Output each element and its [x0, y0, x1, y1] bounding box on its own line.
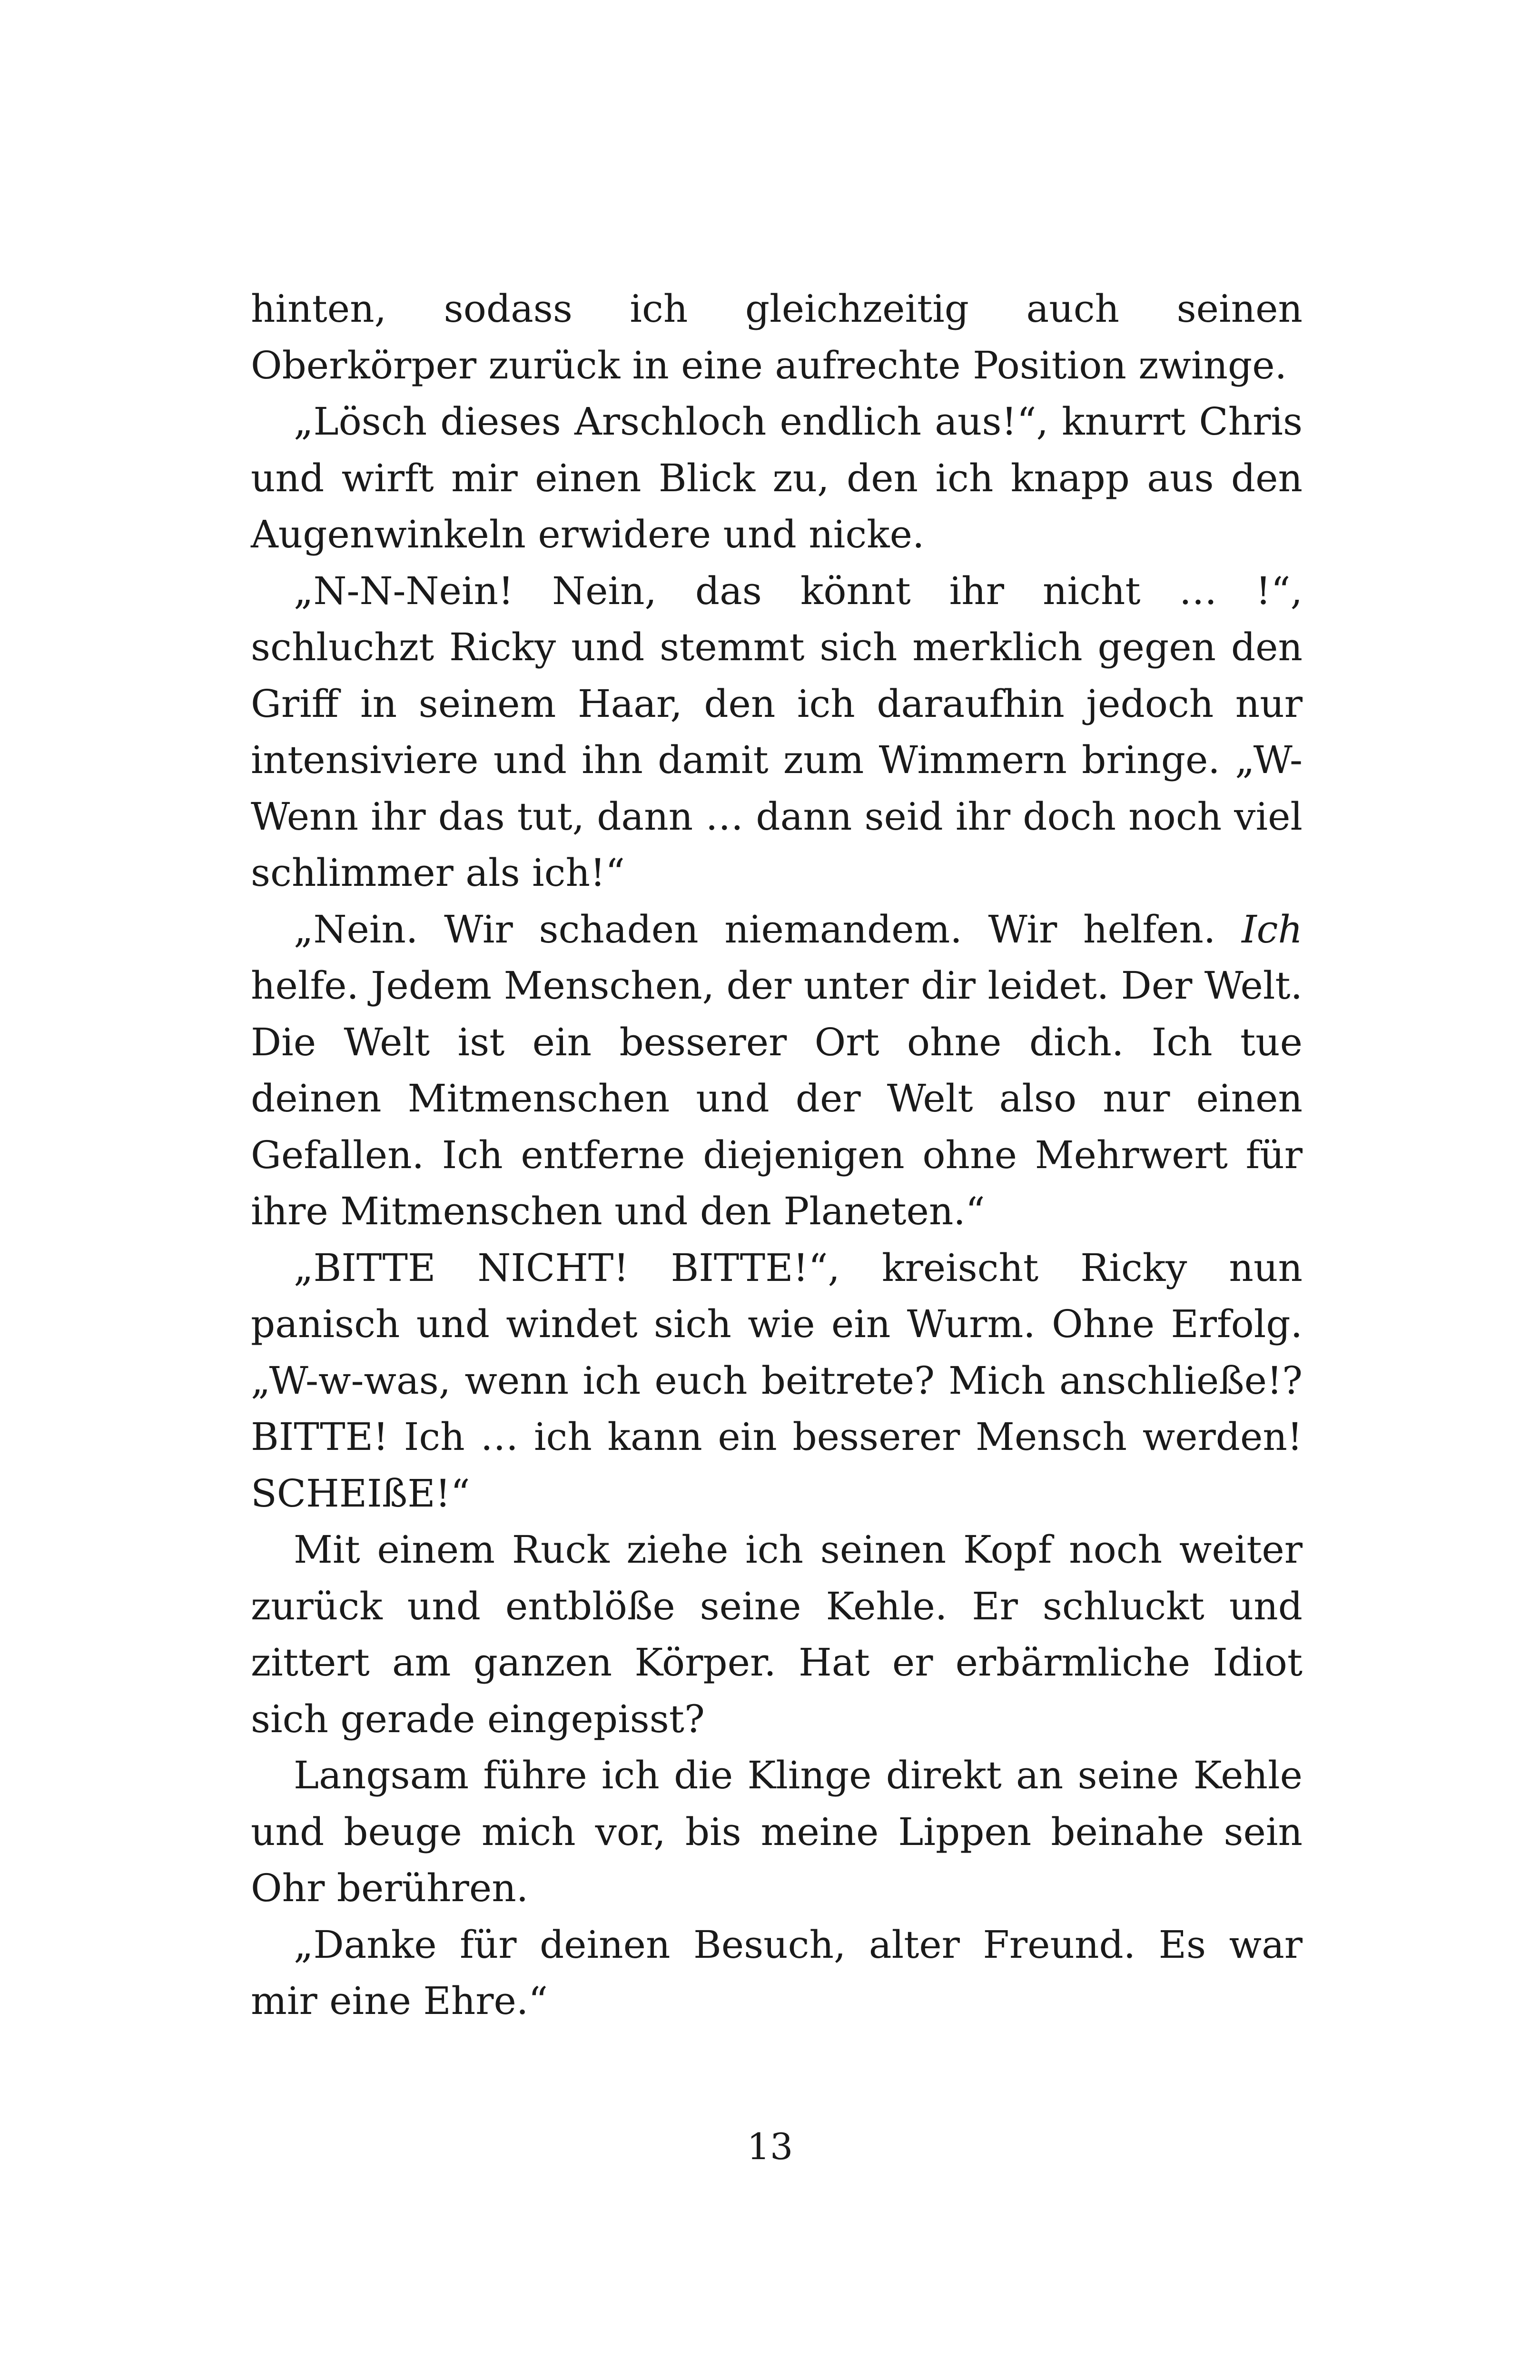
paragraph-narration-2: Langsam führe ich die Klinge direkt an seine Kehle und beuge mich vor, bis meine Lippen beinahe sein Ohr berühren. [251, 1753, 1303, 1910]
page-number: 13 [747, 2125, 793, 2168]
paragraph-narrator-reply [251, 902, 1303, 1240]
reply-text-after: helfe. Jedem Menschen, der unter dir leidet. Der Welt. Die Welt ist ein besserer Ort ohne dich. Ich tue deinen Mitmenschen und der Welt also nur einen Gefallen. Ich entferne diejenigen ohne Mehrwert für ihre Mitmenschen und den Planeten.“ [251, 963, 1303, 1233]
paragraph-narration-1: Mit einem Ruck ziehe ich seinen Kopf noch weiter zurück und entblöße seine Kehle. Er schluckt und zittert am ganzen Körper. Hat er erbärmliche Idiot sich gerade eingepisst? [251, 1527, 1303, 1741]
reply-text-before: „Nein. Wir schaden niemandem. Wir helfen. [294, 907, 1242, 952]
body-text [251, 281, 1303, 2030]
paragraph-ricky-plea: „N-N-Nein! Nein, das könnt ihr nicht … !“, schluchzt Ricky und stemmt sich merklich gegen den Griff in seinem Haar, den ich daraufhin jedoch nur intensiviere und ihn damit zum Wimmern bringe. „W-Wenn ihr das tut, dann … dann seid ihr doch noch viel schlimmer als ich!“ [251, 568, 1303, 895]
reply-emphasis: Ich [1242, 907, 1303, 952]
paragraph-chris-dialogue: „Lösch dieses Arschloch endlich aus!“, knurrt Chris und wirft mir einen Blick zu, den ich knapp aus den Augenwinkeln erwidere und nicke. [251, 399, 1303, 556]
paragraph-continuation: hinten, sodass ich gleichzeitig auch seinen Oberkörper zurück in eine aufrechte Position zwinge. [251, 287, 1303, 387]
paragraph-ricky-scream: „BITTE NICHT! BITTE!“, kreischt Ricky nun panisch und windet sich wie ein Wurm. Ohne Erfolg. „W-w-was, wenn ich euch beitrete? Mich anschließe!? BITTE! Ich … ich kann ein besserer Mensch werden! SCHEIßE!“ [251, 1245, 1303, 1516]
paragraph-farewell: „Danke für deinen Besuch, alter Freund. Es war mir eine Ehre.“ [251, 1922, 1303, 2023]
